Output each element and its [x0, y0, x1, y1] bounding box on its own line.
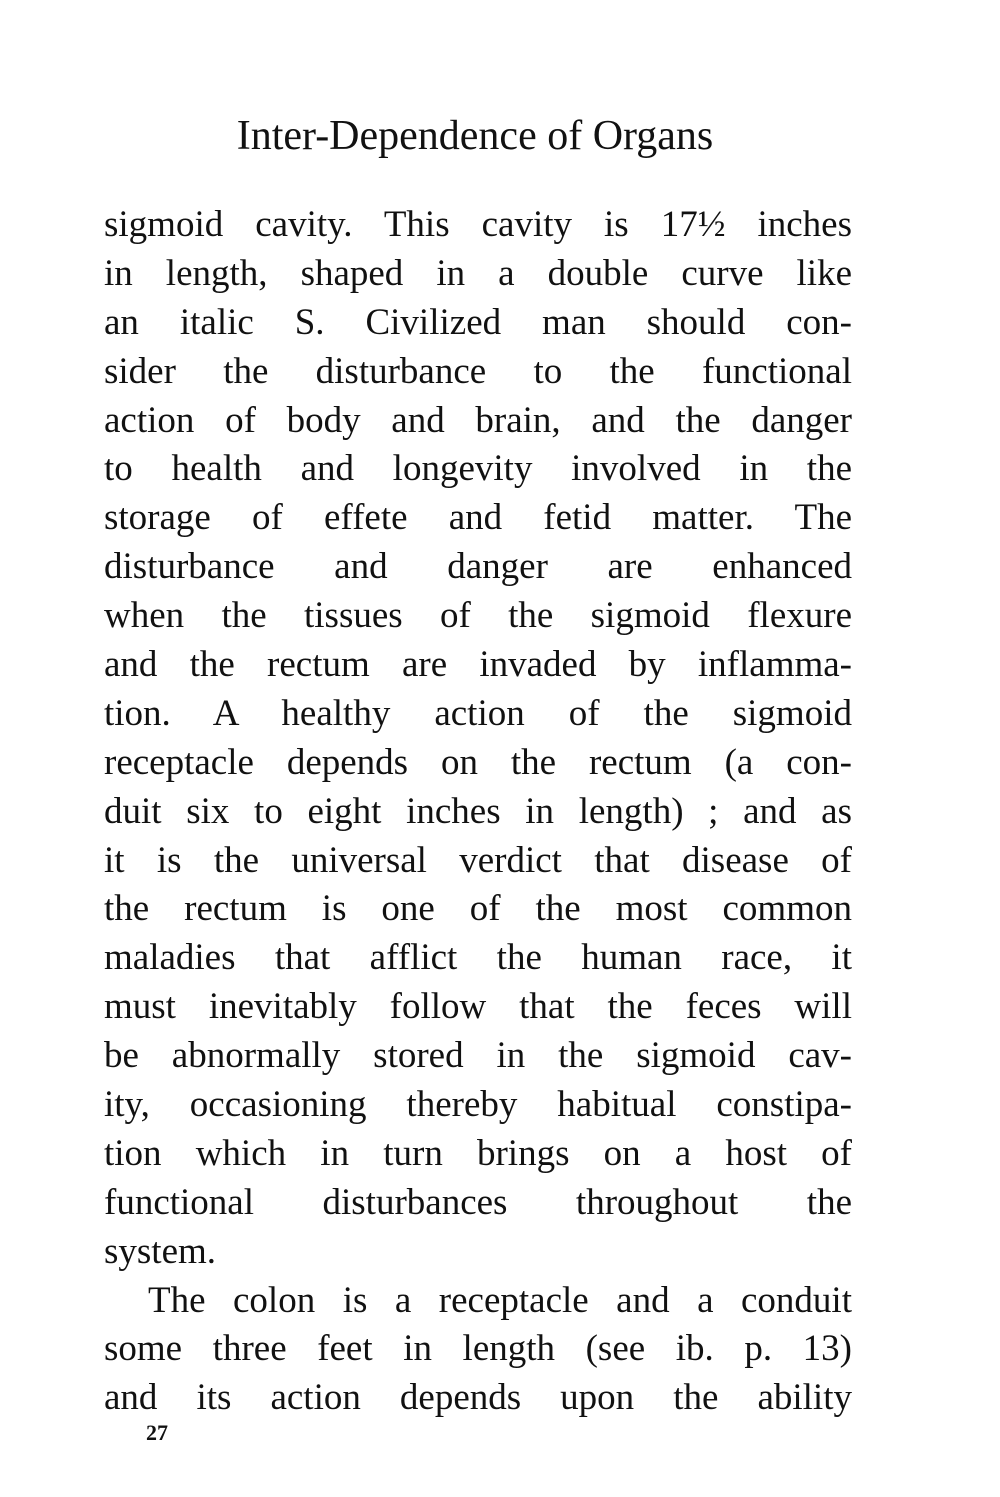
text-line: tion. A healthy action of the sigmoid — [104, 692, 852, 734]
text-line: system. — [104, 1230, 217, 1272]
text-line: and the rectum are invaded by inflamma- — [104, 644, 852, 686]
text-line: The colon is a receptacle and a conduit — [148, 1279, 852, 1321]
text-line: in length, shaped in a double curve like — [104, 252, 852, 294]
text-line: to health and longevity involved in the — [104, 448, 852, 490]
text-line: some three feet in length (see ib. p. 13) — [104, 1328, 852, 1370]
text-line: sider the disturbance to the functional — [104, 350, 852, 392]
text-line: must inevitably follow that the feces will — [104, 986, 852, 1028]
text-line: when the tissues of the sigmoid flexure — [104, 595, 852, 637]
text-line: sigmoid cavity. This cavity is 17½ inches — [104, 204, 852, 245]
page-number: 27 — [146, 1420, 168, 1445]
text-line: action of body and brain, and the danger — [104, 399, 852, 441]
text-line: it is the universal verdict that disease of — [104, 839, 852, 881]
text-line: duit six to eight inches in length) ; and as — [104, 790, 852, 832]
text-line: tion which in turn brings on a host of — [104, 1132, 852, 1174]
paragraph — [104, 201, 852, 1277]
text-line: storage of effete and fetid matter. The — [104, 497, 852, 539]
text-line: an italic S. Civilized man should con- — [104, 301, 852, 343]
text-line: the rectum is one of the most common — [104, 888, 852, 930]
text-line: and its action depends upon the ability — [104, 1377, 852, 1419]
running-head: Inter-Dependence of Organs — [236, 113, 714, 159]
text-line: receptacle depends on the rectum (a con- — [104, 741, 852, 783]
text-line: functional disturbances throughout the — [104, 1181, 852, 1223]
body-text — [104, 201, 852, 1423]
text-line: be abnormally stored in the sigmoid cav- — [104, 1035, 852, 1077]
paragraph — [104, 1277, 852, 1424]
text-line: disturbance and danger are enhanced — [104, 546, 852, 588]
text-line: ity, occasioning thereby habitual constipa- — [104, 1084, 852, 1126]
text-line: maladies that afflict the human race, it — [104, 937, 852, 979]
